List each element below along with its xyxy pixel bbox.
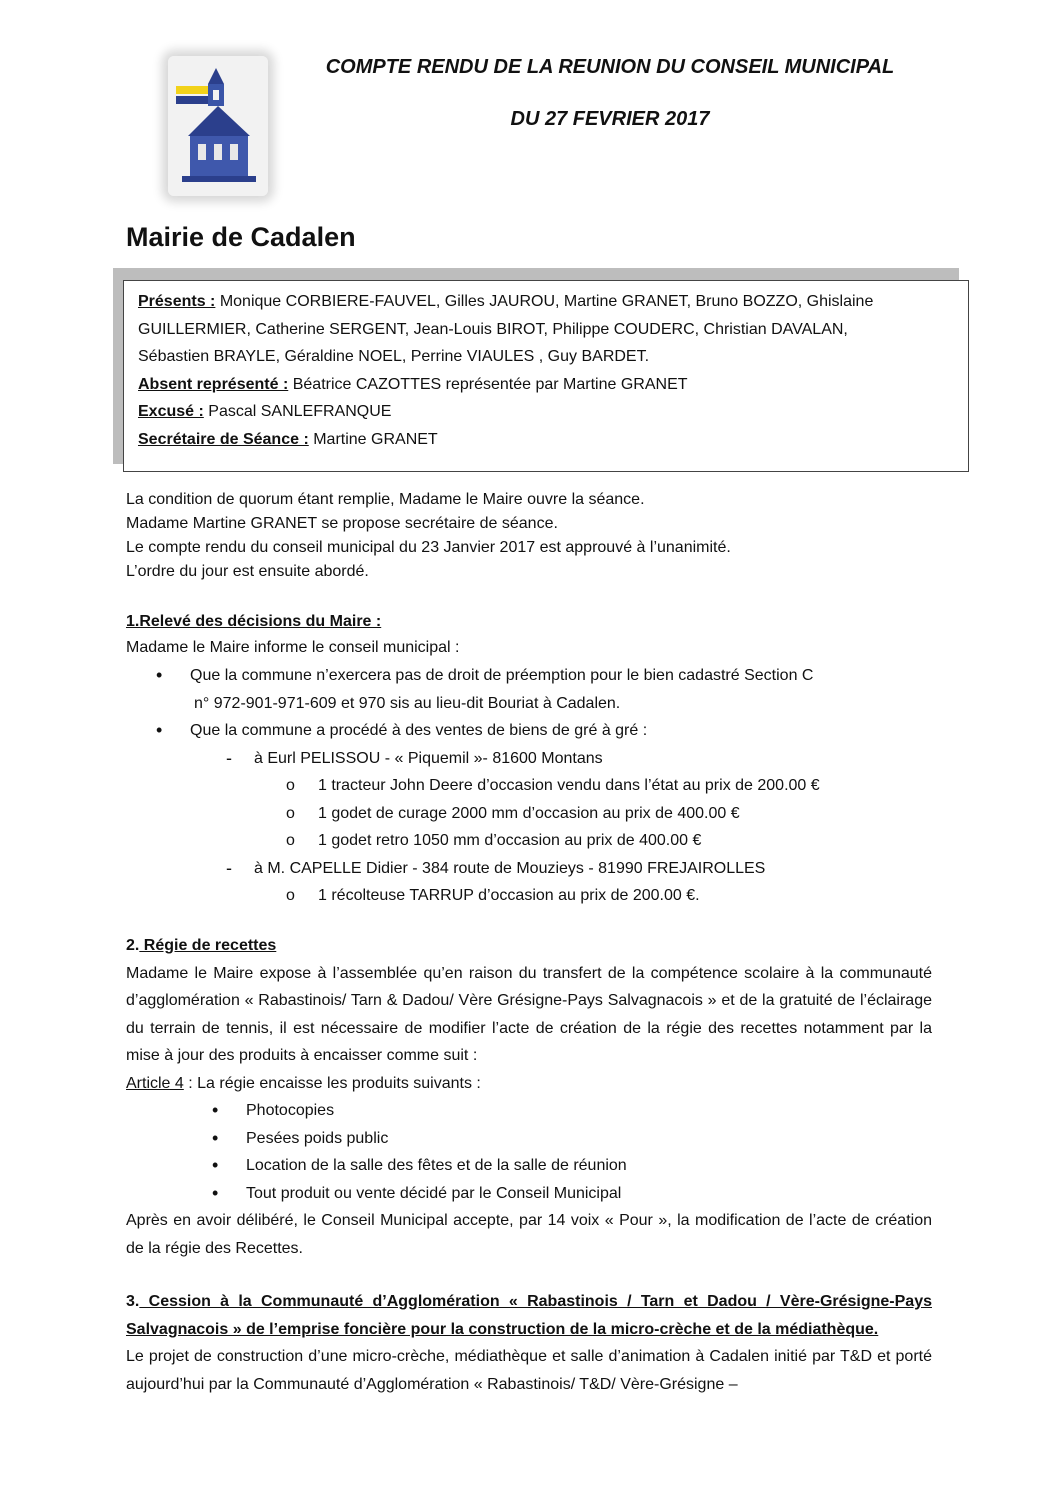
intro-line: L’ordre du jour est ensuite abordé. — [126, 563, 369, 580]
report-date: DU 27 FEVRIER 2017 — [510, 108, 710, 130]
list-item: - à M. CAPELLE Didier - 384 route de Mouzieys - 81990 FREJAIROLLES — [126, 855, 932, 883]
report-title: COMPTE RENDU DE LA REUNION DU CONSEIL MUNICIPAL — [325, 56, 895, 78]
secretaire-value: Martine GRANET — [313, 430, 438, 448]
intro-line: La condition de quorum étant remplie, Madame le Maire ouvre la séance. — [126, 491, 645, 508]
absent-value: Béatrice CAZOTTES représentée par Martine GRANET — [292, 375, 688, 393]
section-3-number: 3. — [126, 1293, 140, 1310]
article-4-line — [126, 1070, 932, 1098]
attendance-box — [123, 280, 969, 472]
list-item: o 1 godet de curage 2000 mm d’occasion au prix de 400.00 € — [126, 800, 932, 828]
mairie-heading: Mairie de Cadalen — [126, 222, 356, 252]
absent-label: Absent représenté : — [138, 375, 289, 393]
section-1-title: 1.Relevé des décisions du Maire : — [126, 613, 382, 630]
list-item: - à Eurl PELISSOU - « Piquemil »- 81600 Montans — [126, 745, 932, 773]
list-item: • Que la commune a procédé à des ventes de biens de gré à gré : — [126, 717, 932, 745]
presents-list-1: Monique CORBIERE-FAUVEL, Gilles JAUROU, Martine GRANET, Bruno BOZZO, Ghislaine — [219, 293, 874, 310]
section-1-intro: Madame le Maire informe le conseil municipal : — [126, 639, 460, 656]
section-3-title — [126, 1288, 932, 1343]
list-item: o 1 récolteuse TARRUP d’occasion au prix de 200.00 €. — [126, 882, 932, 910]
secretaire-line — [138, 426, 954, 454]
excuse-label: Excusé : — [138, 403, 204, 420]
excuse-line — [138, 398, 954, 426]
list-item: o 1 tracteur John Deere d’occasion vendu dans l’état au prix de 200.00 € — [126, 772, 932, 800]
section-3-title-text: Cession à la Communauté d’Agglomération « Rabastinois / Tarn et Dadou / Vère-Grésigne-Pays Salvagnacois » de l’emprise foncière pour la construction de la micro-crèche et de la médiathèque. — [126, 1293, 932, 1338]
excuse-value: Pascal SANLEFRANQUE — [208, 403, 392, 420]
section-2-paragraph: Madame le Maire expose à l’assemblée qu’en raison du transfert de la compétence scolaire à la communauté d’agglomération « Rabastinois/ Tarn & Dadou/ Vère Grésigne-Pays Salvagnacois » et de la gratuité de l’éclairage du terrain de tennis, il est nécessaire de modifier l’acte de création de la régie des recettes notamment par la mise à jour des produits à encaisser comme suit : — [126, 964, 932, 1064]
intro-line: Le compte rendu du conseil municipal du 23 Janvier 2017 est approuvé à l’unanimité. — [126, 539, 731, 556]
presents-line-2: GUILLERMIER, Catherine SERGENT, Jean-Louis BIROT, Philippe COUDERC, Christian DAVALAN, — [138, 320, 848, 338]
list-item: • Pesées poids public — [126, 1125, 932, 1153]
list-item: • Location de la salle des fêtes et de la salle de réunion — [126, 1152, 932, 1180]
list-item-continuation: n° 972-901-971-609 et 970 sis au lieu-dit Bouriat à Cadalen. — [194, 694, 621, 712]
section-2-title-text: Régie de recettes — [139, 936, 277, 954]
absent-line — [138, 371, 954, 399]
section-2-conclusion: Après en avoir délibéré, le Conseil Municipal accepte, par 14 voix « Pour », la modification de l’acte de création de la régie des Recettes. — [126, 1212, 932, 1257]
list-item: • Photocopies — [126, 1097, 932, 1125]
section-3-paragraph: Le projet de construction d’une micro-crèche, médiathèque et salle d’animation à Cadalen initié par T&D et porté aujourd’hui par la Communauté d’Agglomération « Rabastinois/ T&D/ Vère-Grésigne – — [126, 1348, 932, 1393]
list-item: o 1 godet retro 1050 mm d’occasion au prix de 400.00 € — [126, 827, 932, 855]
article-4-label: Article 4 — [126, 1074, 184, 1092]
report-body — [126, 488, 932, 1398]
presents-line-1 — [138, 288, 954, 316]
list-item: • Que la commune n’exercera pas de droit de préemption pour le bien cadastré Section C — [126, 662, 932, 690]
presents-label: Présents : — [138, 293, 216, 310]
intro-line: Madame Martine GRANET se propose secrétaire de séance. — [126, 515, 558, 532]
section-2-number: 2. — [126, 936, 140, 954]
secretaire-label: Secrétaire de Séance : — [138, 430, 309, 448]
article-4-text: : La régie encaisse les produits suivants : — [183, 1074, 481, 1092]
presents-line-3: Sébastien BRAYLE, Géraldine NOEL, Perrine VIAULES , Guy BARDET. — [138, 348, 650, 365]
list-item: • Tout produit ou vente décidé par le Conseil Municipal — [126, 1180, 932, 1208]
section-2-title — [126, 932, 932, 960]
